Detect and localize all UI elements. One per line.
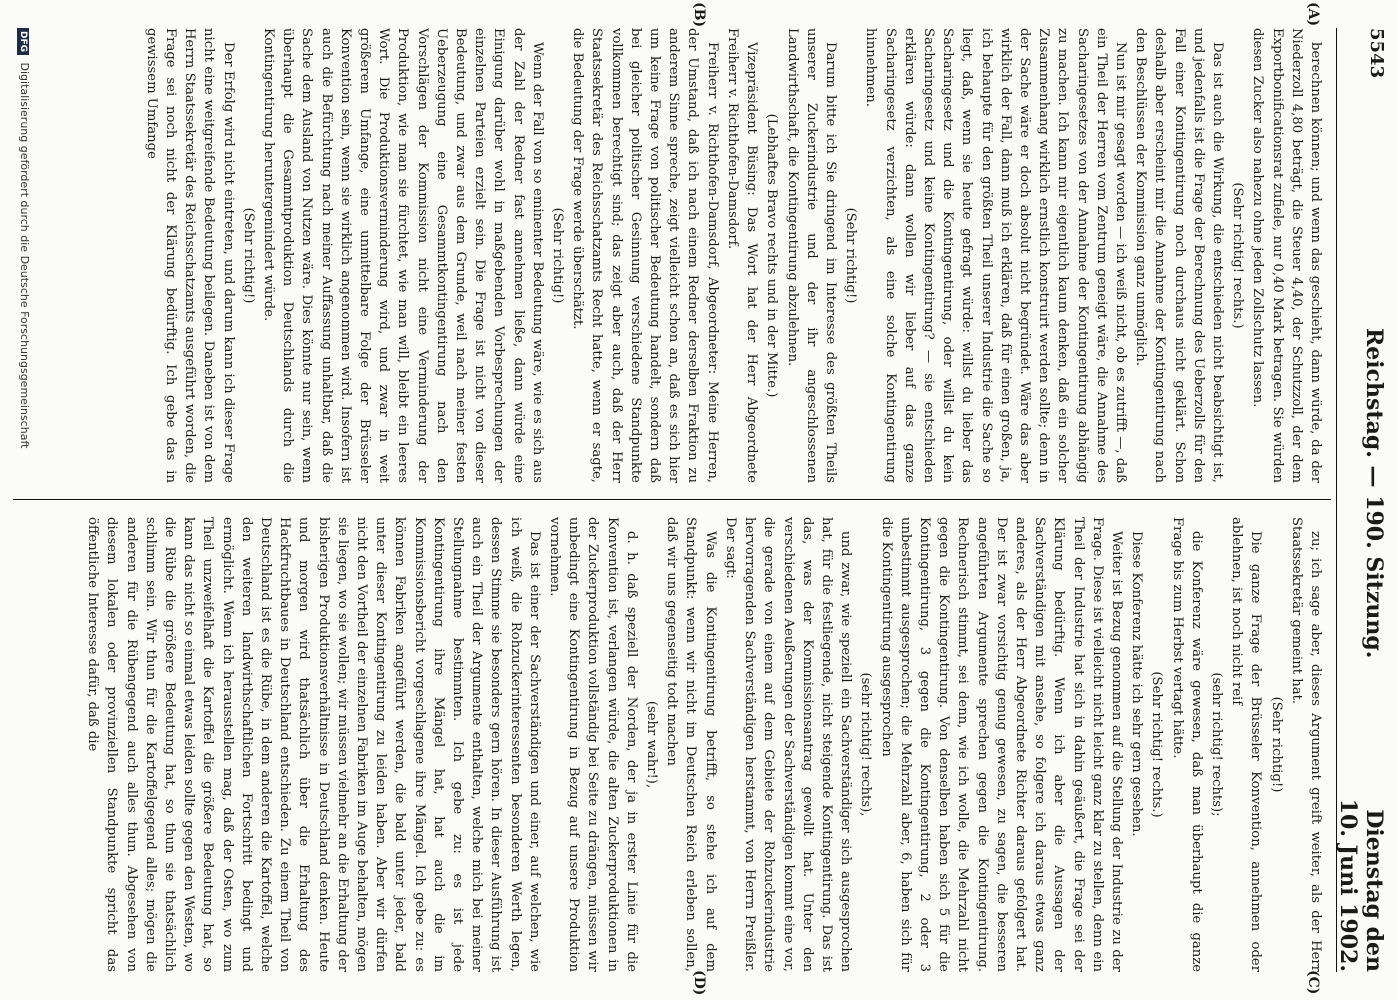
dfg-logo: DFG: [17, 28, 29, 55]
paragraph: (sehr wahr!),: [644, 700, 660, 789]
margin-marker-b: (B): [691, 2, 707, 28]
margin-marker-a: (A): [1305, 2, 1321, 27]
paragraph: (sehr richtig! rechts);: [1208, 672, 1224, 817]
paragraph: (sehr richtig! rechts),: [858, 672, 874, 817]
header-rule: [1336, 28, 1337, 972]
paragraph: zu; ich sage aber, dieses Argument greift weiter, als der Herr Staatssekretär gemeint hat.: [1288, 517, 1323, 972]
paragraph: (Sehr richtig!): [240, 207, 256, 304]
paragraph: berechnen können; und wenn das geschieht, dann würde, da der Niederzoll 4,80 beträgt, die Steuer 4,40, der Schutzzoll, der dem Exportbonificationsrat zufiele, nur 0,40 Mark betragen. Sie würden diesen Zucker also nahezu ohne jeden Zollschutz lassen.: [1250, 28, 1323, 483]
margin-marker-c: (C): [1305, 970, 1321, 995]
paragraph: Vizepräsident Büsing: Das Wort hat der Herr Abgeordnete Freiherr v. Richthofen-Damsdorf.: [724, 28, 760, 483]
left-text-column: [25, 28, 1325, 483]
paragraph: Die ganze Frage der Brüsseler Konvention, annehmen oder ablehnen, ist noch nicht reif: [1229, 517, 1264, 972]
paragraph: (Sehr richtig! rechts.): [1230, 182, 1246, 329]
paragraph: (Sehr richtig!): [1268, 696, 1284, 793]
paragraph: (Sehr richtig!): [550, 207, 566, 304]
paragraph: Wenn der Fall von so eminenter Bedeutung wäre, wie es sich aus der Zahl der Redner fast annehmen ließe, dann würde eine Einigung darüber wohl in maßgebenden Vorbesprechungen der einzelnen Parteien erzielt sein. Die Frage ist nicht von dieser Bedeutung, und zwar aus dem Grunde, weil nach meiner festen Ueberzeugung eine Gesammtkontingentirung nach den Vorschlägen der Kommission nicht eine Verminderung der Produktion, wie man sie fürchtet, wie man will, bleibt ein leeres Wort. Die Produktionsverminderung wird, und zwar in weit größerem Umfange, eine unmittelbare Folge der Brüsseler Konvention sein, wenn sie wirklich angenommen wird. Insofern ist auch die Befürchtung nach meiner Auffassung unhaltbar, daß die Sache dem Ausland von Nutzen wäre. Dies könnte nur sein, wenn überhaupt die Gesammtproduktion Deutschlands durch die Kontingentirung heruntergemindert würde.: [261, 28, 545, 483]
paragraph: Darum bitte ich Sie dringend im Interesse des größten Theils unserer Zuckerindustrie und der ihr angeschlossenen Landwirthschaft, die Kontingentirung abzulehnen.: [784, 28, 838, 483]
paragraph: Das ist auch die Wirkung, die entschieden nicht beabsichtigt ist, und jedenfalls ist die Frage der Berechnung des Ueberzolls für den Fall einer Kontingentirung noch durchaus nicht geklärt. Schon deshalb aber erscheint mir die Annahme der Kontingentirung nach den Beschlüssen der Kommission ganz unmöglich.: [1133, 28, 1225, 483]
paragraph: Diese Konferenz hätte ich sehr gern gesehen.: [1129, 531, 1145, 837]
paragraph: (Sehr richtig! rechts.): [1149, 671, 1165, 818]
paragraph: Freiherr v. Richthofen-Damsdorf, Abgeordneter: Meine Herren, der Umstand, daß ich nach einem Redner derselben Fraktion zu anderem Sinne spreche, zeigt vielleicht schon an, daß es sich hier um keine Frage von politischer Bedeutung handelt, sondern daß bei gleicher politischer Gesinnung verschiedene Standpunkte vollkommen berechtigt sind; das zeigt aber auch, daß der Herr Staatssekretär des Reichsschatzamts Recht hatte, wenn er sagte, die Bedeutung der Frage werde überschätzt.: [570, 28, 720, 483]
paragraph: Weiter ist Bezug genommen auf die Stellung der Industrie zu der Frage. Diese ist vielleicht nicht leicht ganz klar zu stellen, denn ein Theil der Industrie hat sich in dahin geäußert, die Frage sei der Klärung bedürftig. Wenn ich aber die Aussagen der Sachverständigen mit ansehe, so folgere ich daraus etwas ganz anderes, als der Herr Abgeordnete Richter daraus gefolgert hat. Der ist zwar vorsichtig genug gewesen, zu sagen, die besseren angeführten Argumente sprechen gegen die Kontingentirung. Rechnerisch stimmt, sei denn, wie ich wolle, die Mehrzahl nicht gegen die Kontingentirung. Von denselben haben sich 5 für die Kontingentirung, 3 gegen die Kontingentirung, 2 oder 3 unbestimmt ausgesprochen; die Mehrzahl aber, 6, haben sich für die Kontingentirung ausgesprochen: [878, 517, 1124, 972]
margin-marker-d: (D): [691, 970, 707, 996]
page-header: [1329, 28, 1387, 972]
session-date: Dienstag den 10. Juni 1902.: [1335, 798, 1387, 972]
paragraph: (Lebhaftes Bravo rechts und in der Mitte.): [764, 113, 780, 398]
page-number: 5543: [1366, 28, 1387, 79]
paragraph: (Sehr richtig!): [843, 207, 859, 304]
digitization-footer: [5, 28, 31, 972]
paragraph: Nun ist mir gesagt worden — ich weiß nicht, ob es zutrifft —, daß ein Theil der Herren vom Zentrum geneigt wäre, die Annahme des Sacharingesetzes von der Annahme der Kontingentirung abhängig zu machen. Ich kann mir eigentlich kaum denken, daß ein solcher Zusammenhang wirklich ernstlich konstruirt werden sollte; denn in der Sache wäre er doch absolut nicht begründet. Wäre das aber wirklich der Fall, dann muß ich erklären, daß für einen großen, ja, ich behaupte für den größten Theil unserer Industrie die Sache so liegt, daß, wenn sie heute gefragt würde: willst du lieber das Sacharingesetz und die Kontingentirung, oder willst du kein Sacharingesetz und keine Kontingentirung? — sie entschieden erklären würde: dann wollen wir lieber auf das ganze Sacharingesetz verzichten, als eine solche Kontingentirung hinnehmen.: [863, 28, 1128, 483]
running-title: Reichstag. — 190. Sitzung.: [1361, 328, 1387, 659]
paragraph: d. h. daß speziell der Norden, der ja in erster Linie für die Konvention ist, verlangen würde, die alten Zuckerproduktionen in der Zuckerproduktion vollständig bei Seite zu drängen, müssen wir unbedingt eine Kontingentirung in Bezug auf unsere Produktion vornehmen.: [547, 517, 639, 972]
paragraph: die Konferenz wäre gewesen, daß man überhaupt die ganze Frage bis zum Herbst vertagt hätte.: [1169, 517, 1204, 972]
footer-text: Digitalisierung gefördert durch die Deutsche Forschungsgemeinschaft: [18, 62, 31, 449]
paragraph: und zwar, wie speziell ein Sachverständiger sich ausgesprochen hat, für die festliegende, nicht steigende Kontingentirung. Das ist das, was der Kommissionsantrag gewollt hat. Unter den verschiedenen Aeußerungen der Sachverständigen kommt eine vor, die gerade von einem auf dem Gebiete der Rohzuckerindustrie hervorragenden Sachverständigen herstammt, von Herrn Preißler. Der sagt:: [722, 517, 854, 972]
column-divider: [13, 499, 1331, 500]
paragraph: Was die Kontingentirung betrifft, so stehe ich auf dem Standpunkt: wenn wir nicht im Deutschen Reich erleben sollen, daß wir uns gegenseitig todt machen: [664, 517, 718, 972]
paragraph: Der Erfolg wird nicht eintreten, und darum kann ich dieser Frage nicht eine weitgreifende Bedeutung beilegen. Daneben ist von dem Herrn Staatssekretär des Reichsschatzamts ausgeführt worden, die Frage sei noch nicht der Klärung bedürftig. Ich gebe das in gewissem Umfange: [143, 28, 236, 483]
paragraph: Das ist einer der Sachverständigen und einer, auf welchen, wie ich weiß, die Rohzuckerinteressenten besonderen Werth legen, dessen Stimme sie besonders gern hören. In dieser Ausführung ist auch ein Theil der Argumente enthalten, welche mich bei meiner Stellungnahme bestimmten. Ich gebe zu: es ist jede Kontingentirung ihre Mängel hat, hat auch die im Kommissionsbericht vorgeschlagene ihre Mängel. Ich gebe zu: es können Fabriken angeführt werden, die bald unter jeder, bald unter dieser Kontingentirung zu leiden haben. Aber wir dürfen nicht den Vortheil der einzelnen Fabriken im Auge behalten, mögen sie liegen, wo sie wollen; wir müssen vielmehr an die Erhaltung der bisherigen Produktionsverhältnisse in Deutschland denken. Heute und morgen wird thatsächlich über die Erhaltung des Hackfruchtbaues in Deutschland entschieden. Zu einem Theil von Deutschland ist es die Rübe, in dem anderen die Kartoffel, welche den weiteren landwirthschaftlichen Fortschritt bedingt und ermöglicht. Wenn ich herausstellen mag, daß der Osten, wo zum Theil unzweifelhaft die Kartoffel die größere Bedeutung hat, so kann das nicht so einmal etwas leiden sollte gegen den Westen, wo die Rübe die größere Bedeutung hat, so thun sie thatsächlich schlimm sein. Wir thun für die Kartoffelgegend alles; mögen die anderen für die Rübengegend auch alles thun. Abgesehen von diesem lokalen oder provinziellen Standpunkte spricht das öffentliche Interesse dafür, daß die: [85, 517, 542, 972]
right-text-column: [25, 517, 1325, 972]
